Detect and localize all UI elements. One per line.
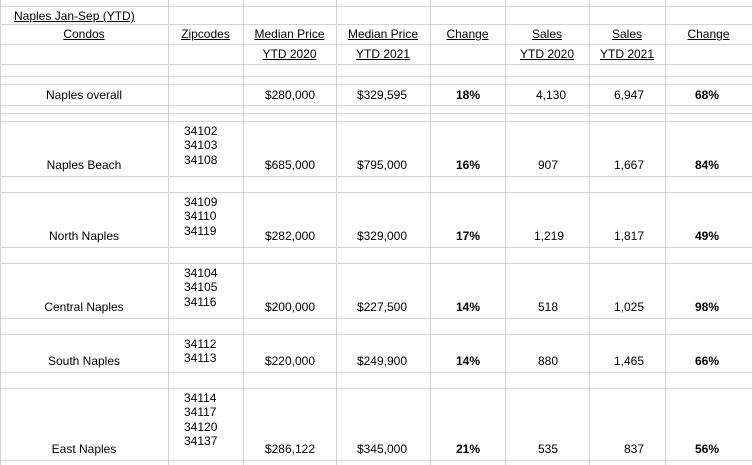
row-sales-2020: 907 (537, 158, 558, 172)
header-sales-2021-year: YTD 2021 (599, 47, 655, 61)
row-median-2021: $227,500 (356, 300, 407, 314)
row-price-change: 14% (455, 354, 480, 368)
row-median-2020: $200,000 (264, 300, 315, 314)
header-median-2021-year: YTD 2021 (355, 47, 411, 61)
row-sales-2020: 518 (537, 300, 558, 314)
row-zipcodes: 34104 34105 34116 (184, 266, 218, 309)
row-sales-2021: 1,465 (613, 354, 644, 368)
header-change-sales: Change (687, 27, 730, 41)
row-sales-change: 49% (694, 229, 719, 243)
header-condos: Condos (63, 27, 105, 41)
row-median-2020: $280,000 (264, 88, 315, 102)
row-sales-change: 98% (694, 300, 719, 314)
header-median-2020-year: YTD 2020 (262, 47, 317, 61)
row-sales-change: 84% (694, 158, 719, 172)
row-area: Naples Beach (46, 158, 122, 172)
header-sales-2021: Sales (611, 27, 643, 41)
row-area: Naples overall (45, 88, 123, 102)
row-sales-2021: 1,667 (613, 158, 644, 172)
row-sales-2021: 1,025 (613, 300, 644, 314)
row-area: South Naples (47, 354, 121, 368)
header-median-2020: Median Price (254, 27, 325, 41)
row-sales-2020: 880 (537, 354, 558, 368)
row-median-2020: $685,000 (264, 158, 315, 172)
row-median-2021: $249,900 (356, 354, 407, 368)
row-median-2021: $329,000 (356, 229, 407, 243)
header-change-price: Change (446, 27, 489, 41)
row-price-change: 14% (455, 300, 480, 314)
header-median-2021: Median Price (347, 27, 419, 41)
row-price-change: 21% (455, 442, 480, 456)
header-sales-2020: Sales (531, 27, 563, 41)
row-median-2020: $286,122 (264, 442, 315, 456)
row-sales-2021: 1,817 (613, 229, 644, 243)
row-zipcodes: 34102 34103 34108 (184, 124, 218, 167)
row-sales-change: 68% (694, 88, 719, 102)
row-median-2021: $345,000 (356, 442, 407, 456)
sheet-title: Naples Jan-Sep (YTD) (14, 9, 135, 23)
row-sales-2021: 6,947 (613, 88, 644, 102)
row-zipcodes: 34109 34110 34119 (184, 195, 218, 238)
row-sales-2020: 1,219 (533, 229, 564, 243)
row-zipcodes: 34112 34113 (184, 337, 217, 366)
row-median-2020: $220,000 (264, 354, 315, 368)
row-price-change: 17% (455, 229, 480, 243)
row-area: East Naples (51, 442, 117, 456)
row-price-change: 16% (455, 158, 480, 172)
row-price-change: 18% (455, 88, 480, 102)
header-zipcodes: Zipcodes (181, 27, 230, 41)
row-sales-2021: 837 (623, 442, 644, 456)
row-median-2020: $282,000 (264, 229, 315, 243)
row-sales-2020: 4,130 (535, 88, 566, 102)
header-sales-2020-year: YTD 2020 (519, 47, 575, 61)
row-area: North Naples (48, 229, 120, 243)
row-sales-2020: 535 (537, 442, 558, 456)
row-area: Central Naples (44, 300, 124, 314)
row-sales-change: 66% (694, 354, 719, 368)
row-zipcodes: 34114 34117 34120 34137 (184, 391, 218, 449)
row-sales-change: 56% (694, 442, 719, 456)
row-median-2021: $329,595 (356, 88, 407, 102)
row-median-2021: $795,000 (356, 158, 407, 172)
